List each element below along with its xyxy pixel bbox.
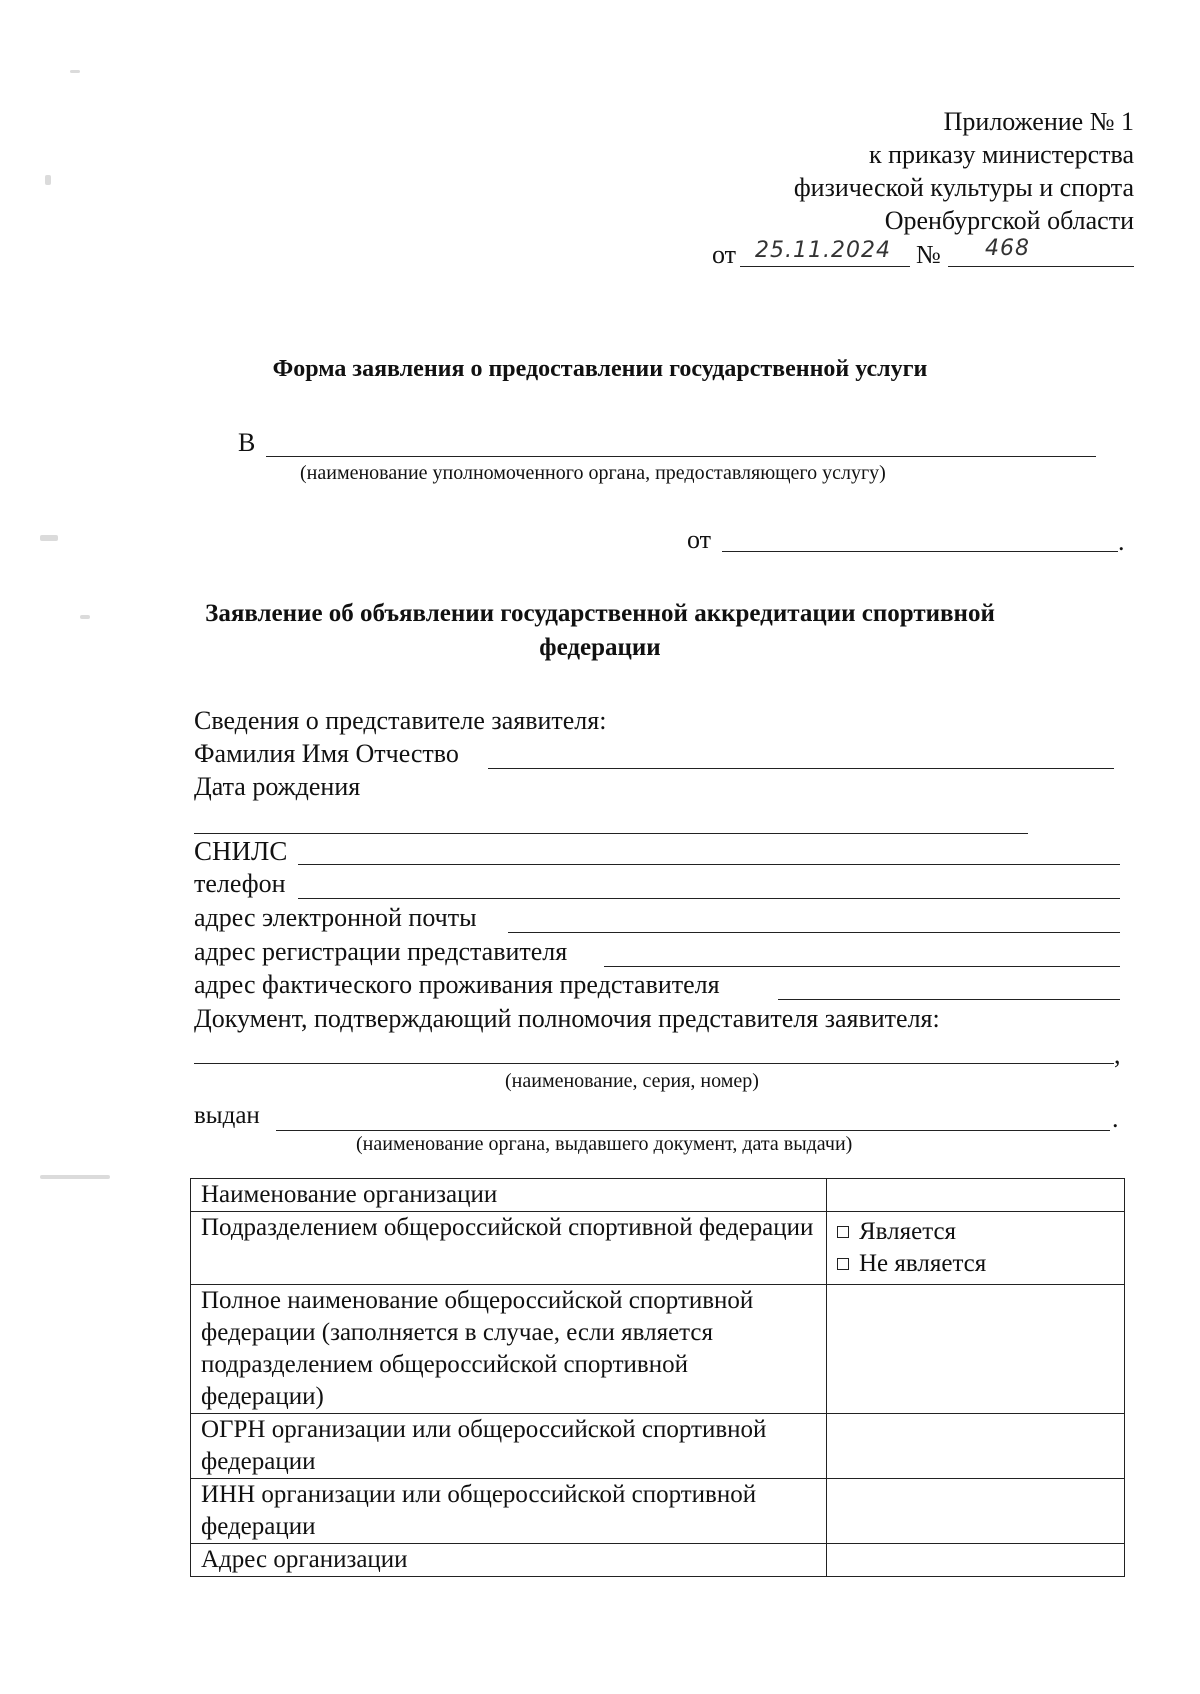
ogrn-value[interactable]	[827, 1414, 1125, 1479]
authority-doc-caption: (наименование, серия, номер)	[505, 1070, 759, 1092]
option-label: Не является	[859, 1250, 987, 1277]
authority-doc-label: Документ, подтверждающий полномочия представителя заявителя:	[194, 1004, 940, 1033]
from-label: от	[687, 525, 712, 554]
email-label: адрес электронной почты	[194, 903, 477, 932]
issued-caption: (наименование органа, выдавшего документ, дата выдачи)	[356, 1133, 853, 1155]
addressee-line[interactable]	[266, 456, 1096, 457]
from-line[interactable]	[722, 551, 1118, 552]
option-is-subdivision[interactable]	[837, 1216, 1114, 1248]
snils-line[interactable]	[298, 864, 1120, 865]
ogrn-label: ОГРН организации или общероссийской спортивной федерации	[191, 1414, 827, 1479]
from-end-dot: .	[1118, 527, 1125, 556]
statement-title-line2: федерации	[539, 634, 661, 661]
header-date-handwritten: 25.11.2024	[755, 238, 891, 263]
representative-heading: Сведения о представителе заявителя:	[194, 706, 607, 735]
org-name-value[interactable]	[827, 1179, 1125, 1212]
appendix-ministry: физической культуры и спорта	[793, 173, 1134, 202]
appendix-number: Приложение № 1	[943, 107, 1134, 136]
federation-full-name-value[interactable]	[827, 1285, 1125, 1414]
table-row	[191, 1212, 1125, 1285]
phone-label: телефон	[194, 869, 286, 898]
issued-line[interactable]	[276, 1130, 1110, 1131]
header-number-line	[948, 266, 1134, 267]
table-row	[191, 1414, 1125, 1479]
subdivision-label: Подразделением общероссийской спортивной федерации	[191, 1212, 827, 1285]
federation-full-name-label: Полное наименование общероссийской спортивной федерации (заполняется в случае, если является подразделением общероссийской спортивной федерации)	[191, 1285, 827, 1414]
reg-address-label: адрес регистрации представителя	[194, 937, 568, 966]
form-title: Форма заявления о предоставлении государственной услуги	[272, 356, 928, 382]
actual-address-label: адрес фактического проживания представителя	[194, 970, 720, 999]
reg-address-line[interactable]	[604, 966, 1120, 967]
scan-speck	[70, 70, 80, 73]
table-row	[191, 1179, 1125, 1212]
issued-label: выдан	[194, 1102, 260, 1129]
table-row	[191, 1544, 1125, 1577]
option-label: Является	[859, 1218, 957, 1245]
inn-value[interactable]	[827, 1479, 1125, 1544]
header-date-line	[740, 266, 910, 267]
header-number-handwritten: 468	[985, 236, 1030, 261]
subdivision-options	[827, 1212, 1125, 1285]
full-name-line[interactable]	[488, 768, 1114, 769]
appendix-order-ref: к приказу министерства	[869, 140, 1134, 169]
full-name-label: Фамилия Имя Отчество	[194, 739, 459, 768]
inn-label: ИНН организации или общероссийской спортивной федерации	[191, 1479, 827, 1544]
email-line[interactable]	[508, 932, 1120, 933]
statement-title-line1: Заявление об объявлении государственной аккредитации спортивной	[205, 600, 995, 627]
scan-speck	[40, 1175, 110, 1179]
header-ot-label: от	[712, 240, 737, 269]
org-address-value[interactable]	[827, 1544, 1125, 1577]
org-address-label: Адрес организации	[191, 1544, 827, 1577]
checkbox-icon[interactable]	[837, 1226, 849, 1238]
scan-speck	[40, 535, 58, 541]
table-row	[191, 1285, 1125, 1414]
header-no-label: №	[916, 240, 941, 269]
issued-end: .	[1112, 1104, 1119, 1133]
appendix-region: Оренбургской области	[884, 206, 1134, 235]
snils-label: СНИЛС	[194, 836, 288, 866]
phone-line[interactable]	[298, 898, 1120, 899]
appendix-header	[794, 105, 1134, 237]
checkbox-icon[interactable]	[837, 1258, 849, 1270]
birth-date-label: Дата рождения	[194, 772, 361, 801]
authority-doc-end: ,	[1114, 1040, 1121, 1069]
scan-speck	[45, 175, 51, 185]
actual-address-line[interactable]	[778, 999, 1120, 1000]
authority-doc-line[interactable]	[194, 1063, 1114, 1064]
option-not-subdivision[interactable]	[837, 1248, 1114, 1280]
org-name-label: Наименование организации	[191, 1179, 827, 1212]
addressee-prefix: В	[238, 428, 256, 457]
organization-table	[190, 1178, 1125, 1577]
birth-date-line[interactable]	[194, 833, 1028, 834]
table-row	[191, 1479, 1125, 1544]
addressee-caption: (наименование уполномоченного органа, предоставляющего услугу)	[300, 462, 886, 484]
